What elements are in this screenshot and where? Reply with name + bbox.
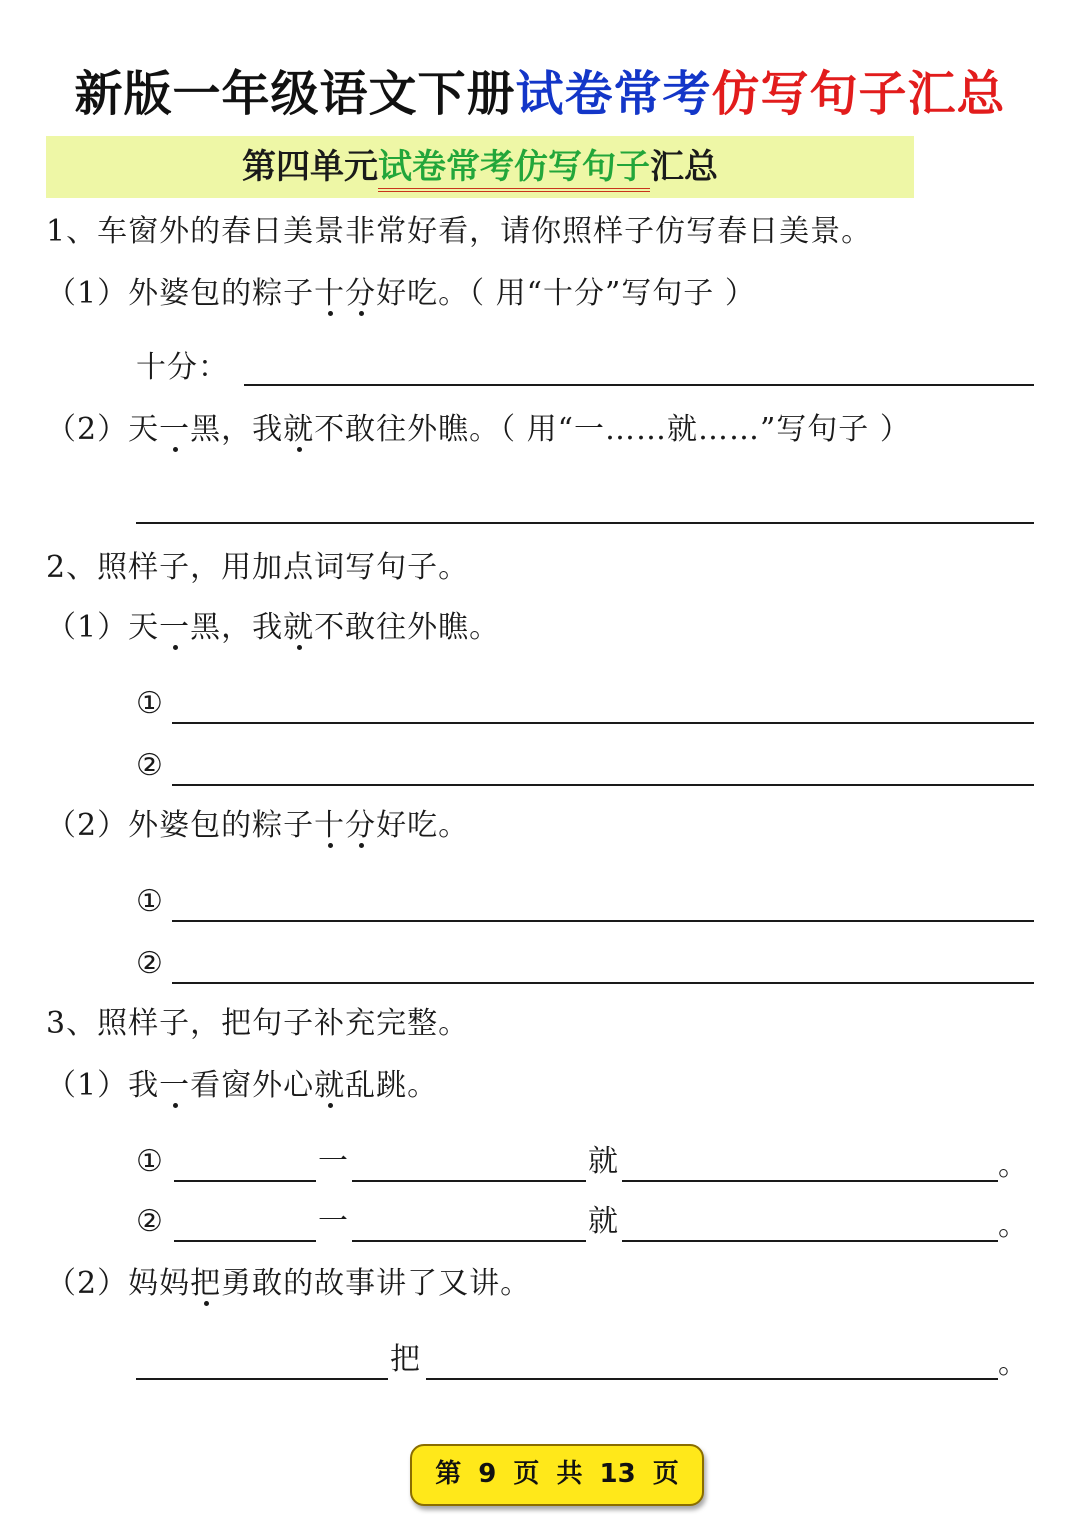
section-banner-text (46, 138, 914, 196)
q3-sentence-1 (46, 1064, 438, 1108)
q3-s2-end-mark: 。 (998, 1346, 1029, 1381)
q1-s2-dot-1: 一 (159, 412, 191, 447)
title-part-red: 仿写句子汇总 (711, 66, 1006, 122)
q2-heading: 2、照样子，用加点词写句子。 (46, 550, 470, 585)
q1-s2-post: 不敢往外瞧。（ 用“一……就……”写句子 ） (314, 412, 911, 447)
q3-s1-marker-1: ① (136, 1144, 163, 1179)
banner-prefix: 第四单元 (242, 147, 378, 187)
q3-s2-pre: （2）妈妈 (46, 1266, 191, 1301)
q3-s1-r1-blank-3[interactable] (622, 1180, 998, 1182)
q1-s1-answer-line[interactable] (244, 384, 1034, 386)
q3-s1-r1-word-yi: 一 (318, 1144, 349, 1179)
q2-s1-dot-2: 就 (283, 610, 315, 645)
q1-sentence-1 (46, 272, 756, 316)
q3-s2-blank-1[interactable] (136, 1378, 388, 1380)
q1-s1-dot-1: 十 (314, 276, 346, 311)
q3-s2-blank-2[interactable] (426, 1378, 998, 1380)
q2-sentence-2 (46, 804, 469, 848)
q2-s2-answer-line-1[interactable] (172, 920, 1034, 922)
page-number-text: 第 9 页 共 13 页 (435, 1459, 679, 1489)
q3-sentence-2 (46, 1262, 531, 1306)
q3-s1-mid: 看窗外心 (190, 1068, 315, 1103)
q3-s1-r1-end-mark: 。 (998, 1148, 1029, 1183)
q2-s1-post: 不敢往外瞧。 (314, 610, 501, 645)
q3-s1-r2-blank-2[interactable] (352, 1240, 586, 1242)
q3-s1-marker-2: ② (136, 1204, 163, 1239)
title-part-blue: 试卷常考 (515, 66, 712, 122)
title-part-black: 新版一年级语文下册 (74, 66, 516, 122)
q3-s1-dot-2: 就 (314, 1068, 346, 1103)
q2-s2-post: 好吃。 (376, 808, 470, 843)
q3-s1-r2-word-jiu: 就 (588, 1204, 619, 1239)
q2-sentence-1 (46, 606, 500, 650)
q3-heading: 3、照样子，把句子补充完整。 (46, 1006, 470, 1041)
q1-s2-dot-2: 就 (283, 412, 315, 447)
q1-heading: 1、车窗外的春日美景非常好看，请你照样子仿写春日美景。 (46, 214, 873, 249)
q2-s2-marker-1: ① (136, 884, 163, 919)
q3-s1-pre: （1）我 (46, 1068, 160, 1103)
q3-s1-r2-word-yi: 一 (318, 1204, 349, 1239)
q3-s1-r1-blank-1[interactable] (174, 1180, 316, 1182)
q2-s1-answer-line-2[interactable] (172, 784, 1034, 786)
q1-sentence-2 (46, 408, 911, 452)
q1-s1-answer-label: 十分： (136, 350, 229, 385)
q1-s1-pre: （1）外婆包的粽子 (46, 276, 315, 311)
q2-s1-dot-1: 一 (159, 610, 191, 645)
q2-s1-mid: 黑，我 (190, 610, 284, 645)
q3-s1-r2-blank-1[interactable] (174, 1240, 316, 1242)
q1-s2-answer-line[interactable] (136, 522, 1034, 524)
q2-s2-marker-2: ② (136, 946, 163, 981)
banner-suffix: 汇总 (650, 147, 718, 187)
q3-s2-post: 勇敢的故事讲了又讲。 (221, 1266, 532, 1301)
q2-s1-marker-2: ② (136, 748, 163, 783)
q3-s2-word-ba: 把 (390, 1342, 421, 1377)
q2-s2-pre: （2）外婆包的粽子 (46, 808, 315, 843)
q1-s2-pre: （2）天 (46, 412, 160, 447)
q3-s2-dot-1: 把 (190, 1266, 222, 1301)
q2-s1-pre: （1）天 (46, 610, 160, 645)
q3-s1-r1-blank-2[interactable] (352, 1180, 586, 1182)
q3-s1-post: 乱跳。 (345, 1068, 439, 1103)
banner-highlight: 试卷常考仿写句子 (378, 147, 650, 192)
q2-s2-dot-2: 分 (345, 808, 377, 843)
q3-s1-r2-blank-3[interactable] (622, 1240, 998, 1242)
q1-s1-post: 好吃。（ 用“十分”写句子 ） (376, 276, 756, 311)
q3-s1-r2-end-mark: 。 (998, 1208, 1029, 1243)
q3-s1-r1-word-jiu: 就 (588, 1144, 619, 1179)
q3-s1-dot-1: 一 (159, 1068, 191, 1103)
q1-s2-mid: 黑，我 (190, 412, 284, 447)
q2-s1-answer-line-1[interactable] (172, 722, 1034, 724)
q1-s1-dot-2: 分 (345, 276, 377, 311)
q2-s2-dot-1: 十 (314, 808, 346, 843)
page-title (0, 56, 1080, 132)
q2-s1-marker-1: ① (136, 686, 163, 721)
q2-s2-answer-line-2[interactable] (172, 982, 1034, 984)
